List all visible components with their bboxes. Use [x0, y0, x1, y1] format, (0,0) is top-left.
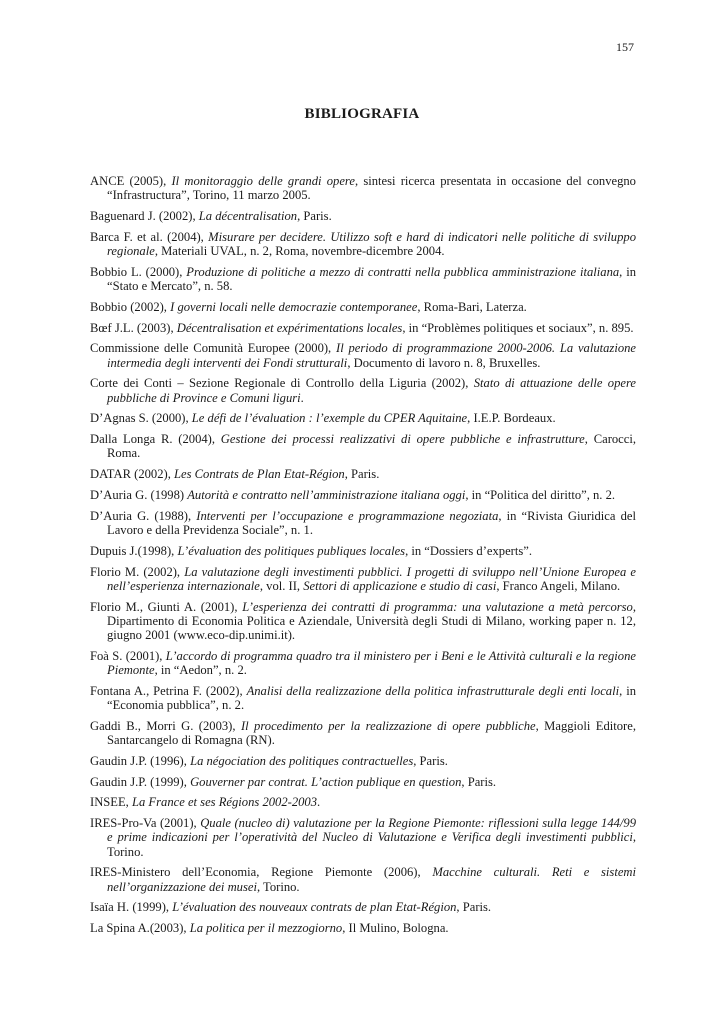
entry-text: , Torino.: [256, 879, 300, 894]
bibliography-entry: [90, 411, 636, 425]
entry-title-italic: I governi locali nelle democrazie contemporanee: [170, 299, 418, 314]
entry-text: , in “Dossiers d’experts”.: [405, 543, 533, 558]
page-title: BIBLIOGRAFIA: [304, 106, 420, 122]
entry-text: D’Auria G. (1998): [90, 487, 188, 502]
entry-text: , in “Aedon”, n. 2.: [154, 662, 247, 677]
bibliography-entry: [90, 865, 636, 893]
entry-title-italic: Autorità e contratto nell’amministrazione italiana oggi: [187, 487, 466, 502]
entry-text: , Materiali UVAL, n. 2, Roma, novembre-dicembre 2004.: [154, 244, 445, 258]
entry-title-italic: L’évaluation des nouveaux contrats de plan Etat-Région: [172, 900, 457, 915]
bibliography-entry: [90, 341, 636, 369]
bibliography-entry: [90, 544, 636, 558]
bibliography-entry: [90, 209, 636, 223]
entry-text: .: [300, 390, 304, 405]
entry-text: , I.E.P. Bordeaux.: [467, 411, 556, 426]
entry-text: Gaddi B., Morri G. (2003),: [90, 718, 241, 733]
entry-text: Florio M. (2002),: [90, 564, 185, 579]
entry-text: , vol. II,: [259, 578, 304, 593]
entry-text: IRES-Ministero dell’Economia, Regione Piemonte (2006),: [90, 865, 433, 880]
bibliography-entry: [90, 816, 636, 859]
entry-text: D’Agnas S. (2000),: [90, 411, 192, 426]
entry-text: , Dipartimento di Economia Politica e Aziendale, Università degli Studi di Milano, working paper n. 12, giugno 2001 (www.eco-dip.unimi.it).: [107, 599, 637, 642]
entry-title-italic: Gestione dei processi realizzativi di opere pubbliche e infrastrutture: [220, 432, 585, 447]
entry-text: Florio M., Giunti A. (2001),: [90, 599, 243, 614]
entry-text: , Maggioli Editore, Santarcangelo di Romagna (RN).: [107, 718, 636, 747]
entry-title-italic: Il periodo di programmazione 2000-2006. La valutazione intermedia degli interventi dei Fondi strutturali: [107, 341, 637, 370]
entry-text: , Torino.: [107, 830, 636, 859]
entry-text: , in “Stato e Mercato”, n. 58.: [107, 264, 636, 293]
bibliography-entry: [90, 488, 636, 502]
entry-title-italic: Analisi della realizzazione della politica infrastrutturale degli enti locali: [246, 683, 620, 698]
entry-text: IRES-Pro-Va (2001),: [90, 816, 201, 831]
entry-title-italic: Décentralisation et expérimentations locales: [176, 320, 403, 335]
entry-title-italic: Macchine culturali. Reti e sistemi nell’organizzazione dei musei: [107, 865, 637, 894]
entry-text: Foà S. (2001),: [90, 648, 166, 663]
entry-text: , in “Economia pubblica”, n. 2.: [107, 683, 636, 712]
entry-text: , sintesi ricerca presentata in occasione del convegno “Infrastructura”, Torino, 11 marzo 2005.: [107, 174, 636, 203]
entry-text: Commissione delle Comunità Europee (2000),: [90, 341, 336, 356]
entry-title-italic: L’esperienza dei contratti di programma: una valutazione a metà percorso: [242, 599, 633, 614]
entry-text: , Il Mulino, Bologna.: [342, 921, 449, 936]
entry-title-italic: Il monitoraggio delle grandi opere: [171, 174, 355, 188]
entry-text: , in “Politica del diritto”, n. 2.: [465, 487, 616, 502]
bibliography-entry: [90, 300, 636, 314]
entry-text: D’Auria G. (1988),: [90, 508, 197, 523]
bibliography-entry: [90, 509, 636, 537]
entry-text: INSEE,: [90, 795, 132, 810]
entry-text: , Roma-Bari, Laterza.: [417, 299, 527, 314]
entry-text: Bœf J.L. (2003),: [90, 320, 177, 335]
entry-text: , Paris.: [344, 467, 380, 482]
entry-text: Dupuis J.(1998),: [90, 543, 178, 558]
bibliography-entry: [90, 754, 636, 768]
entry-text: , Carocci, Roma.: [107, 432, 637, 461]
entry-title-italic: Misurare per decidere. Utilizzo soft e hard di indicatori nelle politiche di sviluppo regionale: [107, 229, 636, 258]
entry-title-italic: Settori di applicazione e studio di casi: [303, 578, 497, 593]
entry-title-italic: Le défi de l’évaluation : l’exemple du CPER Aquitaine: [191, 411, 468, 426]
entry-title-italic: Les Contrats de Plan Etat-Région: [174, 467, 345, 482]
bibliography-entry: [90, 649, 636, 677]
bibliography-list: [90, 174, 636, 942]
entry-text: Gaudin J.P. (1996),: [90, 753, 191, 768]
entry-text: , Paris.: [413, 753, 448, 768]
entry-text: , in “Rivista Giuridica del Lavoro e della Previdenza Sociale”, n. 1.: [107, 508, 636, 537]
bibliography-entry: [90, 684, 636, 712]
entry-text: Gaudin J.P. (1999),: [90, 774, 191, 789]
entry-title-italic: Interventi per l’occupazione e programmazione negoziata: [196, 508, 499, 523]
entry-text: .: [317, 795, 321, 810]
entry-title-italic: Produzione di politiche a mezzo di contratti nella pubblica amministrazione italiana: [186, 264, 620, 279]
entry-text: Dalla Longa R. (2004),: [90, 432, 221, 447]
entry-title-italic: La négociation des politiques contractuelles: [190, 753, 414, 768]
bibliography-entry: [90, 600, 636, 643]
entry-title-italic: Stato di attuazione delle opere pubbliche di Province e Comuni liguri: [107, 376, 636, 405]
bibliography-entry: [90, 775, 636, 789]
bibliography-entry: [90, 921, 636, 935]
entry-title-italic: La France et ses Régions 2002-2003: [131, 795, 318, 810]
entry-text: , Franco Angeli, Milano.: [496, 578, 621, 593]
entry-text: DATAR (2002),: [90, 467, 174, 482]
entry-title-italic: La valutazione degli investimenti pubblici. I progetti di sviluppo nell’Unione Europea e nell’esperienza internazionale: [107, 564, 636, 593]
entry-text: La Spina A.(2003),: [90, 921, 190, 936]
entry-title-italic: Gouverner par contrat. L’action publique en question: [190, 774, 462, 789]
entry-text: , in “Problèmes politiques et sociaux”, n. 895.: [402, 320, 634, 335]
entry-title-italic: La politica per il mezzogiorno: [189, 921, 343, 936]
bibliography-entry: [90, 565, 636, 593]
entry-text: , Paris.: [297, 209, 332, 223]
entry-text: ANCE (2005),: [90, 174, 172, 188]
entry-text: Barca F. et al. (2004),: [90, 229, 209, 244]
page-number: 157: [616, 40, 634, 54]
bibliography-entry: [90, 795, 636, 809]
entry-text: Corte dei Conti – Sezione Regionale di Controllo della Liguria (2002),: [90, 376, 474, 391]
entry-text: Baguenard J. (2002),: [90, 209, 199, 223]
bibliography-entry: [90, 432, 636, 460]
entry-title-italic: L’évaluation des politiques publiques locales: [177, 543, 406, 558]
entry-text: , Paris.: [461, 774, 497, 789]
entry-text: Bobbio L. (2000),: [90, 264, 187, 279]
bibliography-entry: [90, 174, 636, 202]
bibliography-entry: [90, 376, 636, 404]
bibliography-entry: [90, 265, 636, 293]
entry-text: Bobbio (2002),: [90, 299, 171, 314]
bibliography-entry: [90, 321, 636, 335]
entry-title-italic: La décentralisation: [198, 209, 298, 223]
entry-title-italic: Il procedimento per la realizzazione di opere pubbliche: [240, 718, 536, 733]
bibliography-entry: [90, 900, 636, 914]
bibliography-entry: [90, 719, 636, 747]
bibliography-entry: [90, 467, 636, 481]
bibliography-entry: [90, 230, 636, 258]
entry-text: , Documento di lavoro n. 8, Bruxelles.: [347, 355, 541, 370]
entry-text: , Paris.: [456, 900, 492, 915]
entry-title-italic: L’accordo di programma quadro tra il ministero per i Beni e le Attività culturali e la regione Piemonte: [107, 648, 636, 677]
entry-text: Fontana A., Petrina F. (2002),: [90, 683, 247, 698]
entry-text: Isaïa H. (1999),: [90, 900, 173, 915]
entry-title-italic: Quale (nucleo di) valutazione per la Regione Piemonte: riflessioni sulla legge 144/99 e prime indicazioni per l’operatività del Nucleo di Valutazione e Verifica degli investimenti pubblici: [107, 816, 636, 845]
